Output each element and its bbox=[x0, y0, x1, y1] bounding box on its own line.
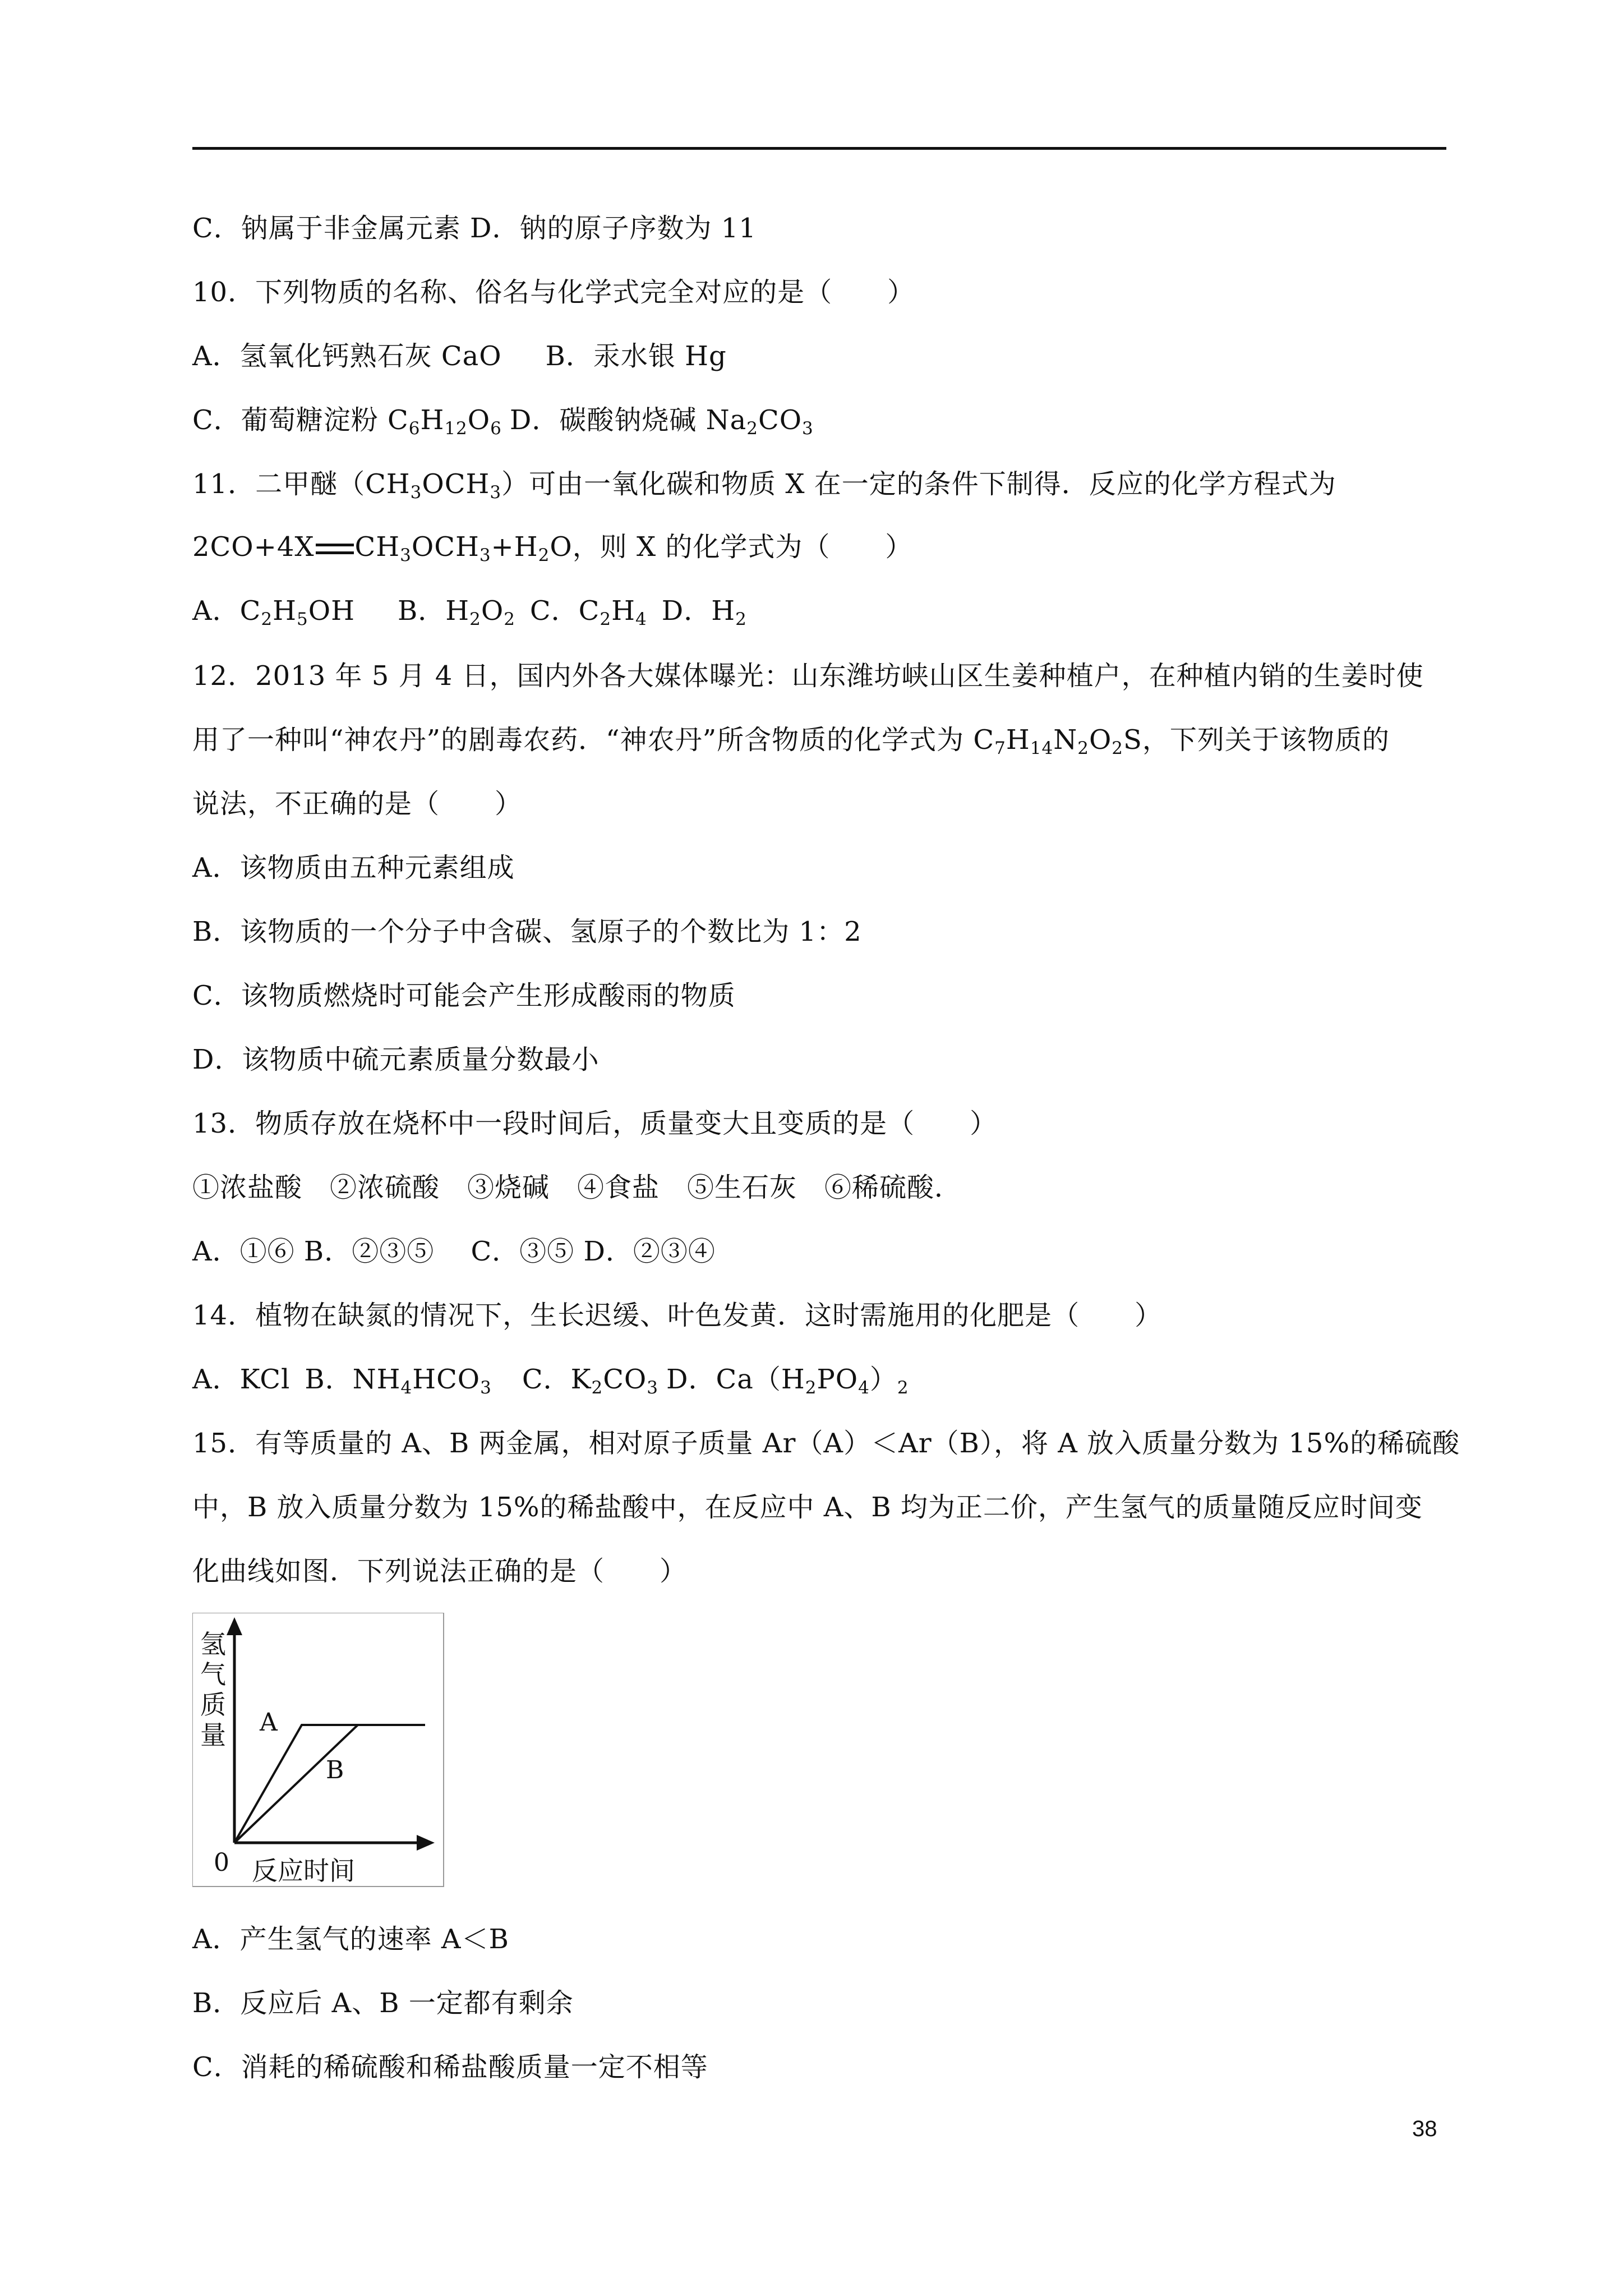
hydrogen-mass-graph bbox=[192, 1613, 445, 1888]
page-number: 38 bbox=[1412, 2116, 1437, 2141]
q12-option-a: A．该物质由五种元素组成 bbox=[192, 852, 515, 884]
q12-option-d: D．该物质中硫元素质量分数最小 bbox=[192, 1044, 600, 1075]
origin-label: 0 bbox=[214, 1848, 229, 1877]
q13-options: A．①⑥ B．②③⑤ C．③⑤ D．②③④ bbox=[192, 1236, 716, 1267]
y-label-char-4: 量 bbox=[200, 1720, 226, 1750]
q14-stem: 14．植物在缺氮的情况下，生长迟缓、叶色发黄．这时需施用的化肥是（ ） bbox=[192, 1300, 1163, 1331]
q15-stem-line3: 化曲线如图．下列说法正确的是（ ） bbox=[192, 1556, 688, 1587]
q14-options: A．KCl B．$NH_4HCO_3$ C．$K_2CO_3$ D．$Ca(H_2PO_4)_2$ bbox=[192, 1364, 909, 1398]
x-axis-label: 反应时间 bbox=[252, 1856, 355, 1886]
q15-option-b: B．反应后 A、B 一定都有剩余 bbox=[192, 1987, 574, 2019]
q11-stem-line1: 11．二甲醚$(CH_3OCH_3)$可由一氧化碳和物质 X 在一定的条件下制得．反应的化学方程式为 bbox=[192, 468, 1336, 503]
q12-stem-line3: 说法，不正确的是（ ） bbox=[192, 788, 523, 820]
q15-stem-line1: 15．有等质量的 A、B 两金属，相对原子质量 Ar（A）＜Ar（B），将 A 放入质量分数为 15%的稀硫酸 bbox=[192, 1428, 1460, 1459]
q12-option-c: C．该物质燃烧时可能会产生形成酸雨的物质 bbox=[192, 980, 736, 1011]
header-rule bbox=[192, 147, 1446, 150]
q10-options-ab: A．氢氧化钙熟石灰 CaO B．汞水银 Hg bbox=[192, 341, 727, 372]
x-axis-arrow bbox=[417, 1835, 435, 1851]
equals-sign bbox=[315, 541, 355, 557]
q10-options-cd: C．葡萄糖淀粉 $C_6H_{12}O_6$ D．碳酸钠烧碱 $Na_2CO_3$ bbox=[192, 404, 814, 439]
q13-substances: ①浓盐酸 ②浓硫酸 ③烧碱 ④食盐 ⑤生石灰 ⑥稀硫酸． bbox=[192, 1172, 962, 1203]
graph-frame bbox=[192, 1613, 444, 1887]
q9-options-cd: C．钠属于非金属元素 D．钠的原子序数为 11 bbox=[192, 213, 757, 244]
q13-stem: 13．物质存放在烧杯中一段时间后，质量变大且变质的是（ ） bbox=[192, 1108, 998, 1139]
curve-b-label: B bbox=[326, 1756, 344, 1784]
y-label-char-3: 质 bbox=[200, 1690, 226, 1720]
y-label-char-1: 氢 bbox=[200, 1629, 226, 1659]
q11-options: A．$C_2H_5OH$ B．$H_2O_2$ C．$C_2H_4$ D．$H_2$ bbox=[192, 595, 747, 629]
q15-stem-line2: 中，B 放入质量分数为 15%的稀盐酸中，在反应中 A、B 均为正二价，产生氢气的质量随反应时间变 bbox=[192, 1492, 1423, 1523]
q12-option-b: B．该物质的一个分子中含碳、氢原子的个数比为 1：2 bbox=[192, 916, 862, 947]
curve-a-label: A bbox=[260, 1708, 278, 1737]
q12-stem-line2: 用了一种叫“神农丹”的剧毒农药．“神农丹”所含物质的化学式为 $C_7H_{14}N_2O_2S$，下列关于该物质的 bbox=[192, 724, 1390, 758]
q11-stem-line2: 2CO+4X $CH_3OCH_3+H_2O$，则 X 的化学式为（ ） bbox=[192, 531, 913, 565]
q15-option-c: C．消耗的稀硫酸和稀盐酸质量一定不相等 bbox=[192, 2051, 708, 2083]
y-axis-arrow bbox=[227, 1617, 242, 1635]
q10-stem: 10．下列物质的名称、俗名与化学式完全对应的是（ ） bbox=[192, 277, 915, 308]
q12-stem-line1: 12．2013 年 5 月 4 日，国内外各大媒体曝光：山东潍坊峡山区生姜种植户，在种植内销的生姜时使 bbox=[192, 660, 1424, 692]
y-label-char-2: 气 bbox=[200, 1659, 226, 1690]
q15-option-a: A．产生氢气的速率 A＜B bbox=[192, 1924, 509, 1955]
